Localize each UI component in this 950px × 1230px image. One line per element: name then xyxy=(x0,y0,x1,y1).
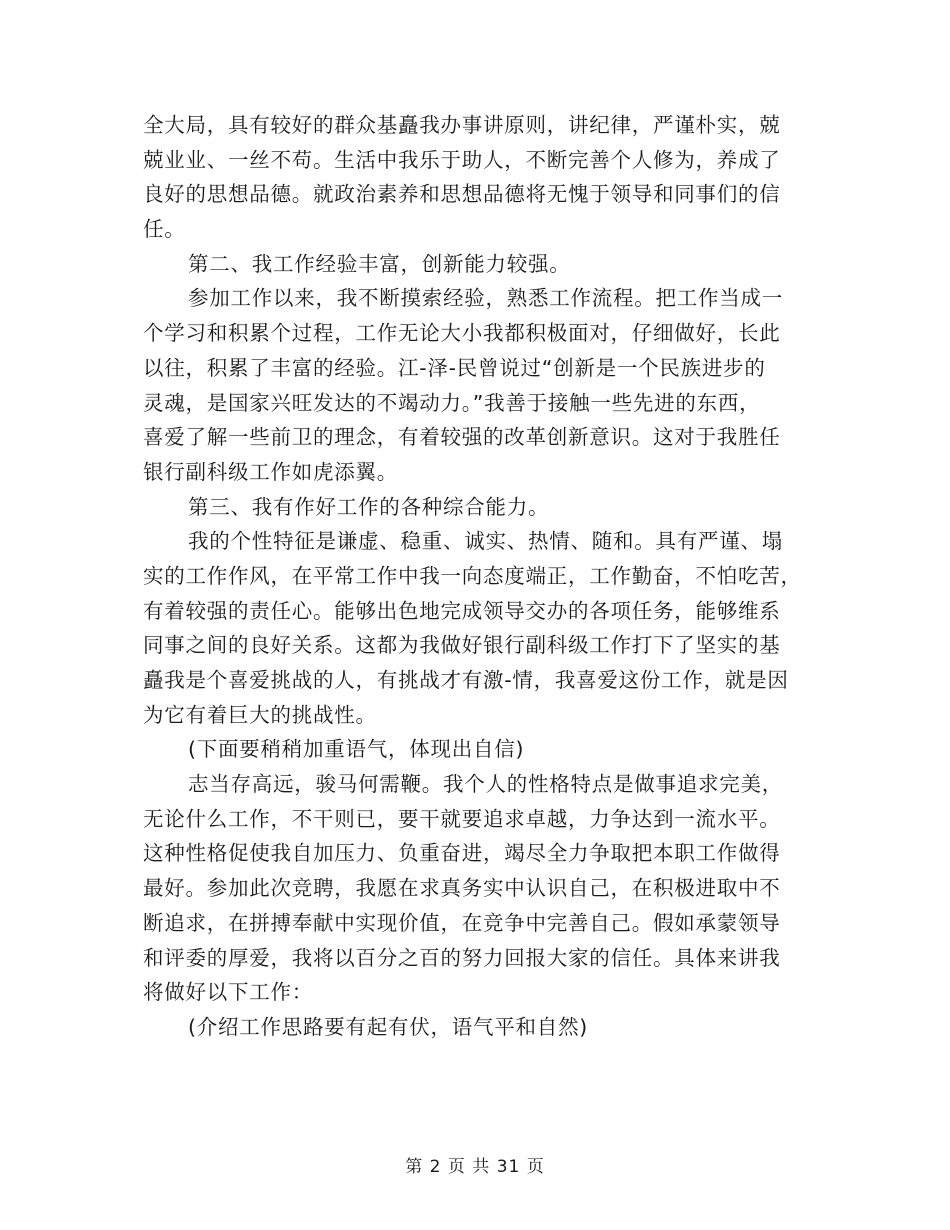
section-heading: 第三、我有作好工作的各种综合能力。 xyxy=(188,494,550,519)
text-line: 任。 xyxy=(143,217,186,242)
page-number: 第 2 页 共 31 页 xyxy=(405,1157,545,1177)
text-line: 我的个性特征是谦虚、稳重、诚实、热情、随和。具有严谨、塌 xyxy=(188,529,783,554)
speaking-note: (下面要稍稍加重语气，体现出自信) xyxy=(188,737,525,762)
text-line: 喜爱了解一些前卫的理念，有着较强的改革创新意识。这对于我胜任 xyxy=(143,425,781,450)
text-line: 个学习和积累个过程，工作无论大小我都积极面对，仔细做好，长此 xyxy=(143,321,781,346)
document-body xyxy=(143,108,808,1045)
text-line: 银行副科级工作如虎添翼。 xyxy=(143,459,398,484)
text-line: 将做好以下工作： xyxy=(143,980,313,1005)
text-line: 同事之间的良好关系。这都为我做好银行副科级工作打下了坚实的基 xyxy=(143,633,781,658)
text-line: 实的工作作风，在平常工作中我一向态度端正，工作勤奋，不怕吃苦， xyxy=(143,563,802,588)
text-line: 兢业业、一丝不苟。生活中我乐于助人，不断完善个人修为，养成了 xyxy=(143,147,781,172)
text-line: 无论什么工作，不干则已，要干就要追求卓越，力争达到一流水平。 xyxy=(143,806,781,831)
text-line: 和评委的厚爱，我将以百分之百的努力回报大家的信任。具体来讲我 xyxy=(143,945,781,970)
text-line: 断追求，在拼搏奉献中实现价值，在竞争中完善自己。假如承蒙领导 xyxy=(143,910,781,935)
text-line: 这种性格促使我自加压力、负重奋进，竭尽全力争取把本职工作做得 xyxy=(143,841,781,866)
section-heading: 第二、我工作经验丰富，创新能力较强。 xyxy=(188,251,571,276)
text-line: 以往，积累了丰富的经验。江-泽-民曾说过“创新是一个民族进步的 xyxy=(143,355,766,380)
text-line: 参加工作以来，我不断摸索经验，熟悉工作流程。把工作当成一 xyxy=(188,286,783,311)
text-line: 良好的思想品德。就政治素养和思想品德将无愧于领导和同事们的信 xyxy=(143,182,781,207)
text-line: 矗我是个喜爱挑战的人，有挑战才有激-情，我喜爱这份工作，就是因 xyxy=(143,668,789,692)
speaking-note: (介绍工作思路要有起有伏，语气平和自然) xyxy=(188,1014,588,1039)
text-line: 为它有着巨大的挑战性。 xyxy=(143,702,377,727)
text-line: 最好。参加此次竞聘，我愿在求真务实中认识自己，在积极进取中不 xyxy=(143,876,781,901)
text-line: 全大局，具有较好的群众基矗我办事讲原则，讲纪律，严谨朴实，兢 xyxy=(143,113,781,137)
page-footer xyxy=(0,1152,950,1177)
text-line: 有着较强的责任心。能够出色地完成领导交办的各项任务，能够维系 xyxy=(143,598,781,623)
text-line: 志当存高远，骏马何需鞭。我个人的性格特点是做事追求完美， xyxy=(188,772,783,797)
text-line: 灵魂，是国家兴旺发达的不竭动力。”我善于接触一些先进的东西， xyxy=(143,390,761,415)
